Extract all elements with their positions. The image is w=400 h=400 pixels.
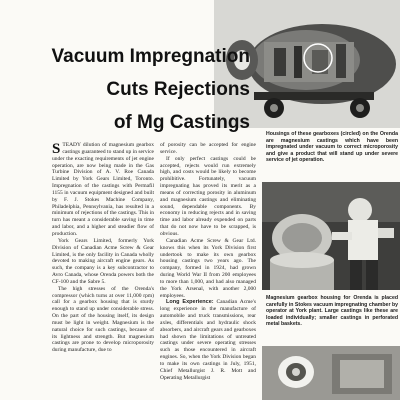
article-column-2 [160, 142, 256, 382]
headline-line-3: of Mg Castings [113, 112, 250, 133]
chamber-photo-caption: Magnesium gearbox housing for Orenda is placed carefully in Stokes vacuum impregnating chamber by operator at York plant. Large castings like these are loaded individually; smaller castings in perforated metal baskets. [266, 295, 398, 328]
engine-photo-caption: Housings of these gearboxes (circled) on the Orenda are magnesium castings which have been impregnated under vacuum to correct microporosity and give a product that will stand up under severe service of jet operation. [266, 131, 398, 164]
article-paragraph: The high stresses of the Orenda's compressor (which turns at over 11,000 rpm) call for a gearbox housing that is sturdy enough to stand up under considerable stress. On the part of the housing itself, its design must be light in weight. Magnesium is the natural choice for such castings, because of its lightness and strength. But magnesium castings are prone to develop microporosity during manufacture, due to [52, 285, 154, 354]
article-paragraph: If only perfect castings could be accepted, rejects would run extremely high, and costs would be likely to become prohibitive. Fortunately, vacuum impregnating has proved its merit as a means of correcting porosity in aluminum and magnesium castings and eliminating sound, dependable components. By economy in reducing rejects and in saving time and labor already expended on parts that do not now have to be scrapped, is obvious. [160, 155, 256, 237]
section-lead-in: Long Experience: [166, 299, 214, 306]
drop-cap: S [52, 141, 61, 157]
article-paragraph: Canadian Acme Screw & Gear Ltd. knows this when its York Division first undertook to make its own gearbox housing castings two years ago. The company, formed in 1924, had grown during World War II from 200 employees to more than 1,000, and had also managed the York Arsenal, with another 2,000 employees. [160, 237, 256, 299]
impregnation-chamber-photo [262, 182, 400, 290]
article-paragraph [52, 142, 154, 238]
article-column-1 [52, 142, 154, 354]
headline-line-2: Cuts Rejections [106, 79, 250, 100]
article-paragraph: York Gears Limited, formerly York Division of Canadian Acme Screw & Gear Limited, is the only facility in Canada wholly devoted to making aircraft engine gears. As such, the company is a key subcontractor to Avro Canada, whose Orenda powers both the CF-100 and the Sabre 5. [52, 237, 154, 285]
casting-photo [262, 346, 400, 400]
article-paragraph-text: Canadian Acme's long experience in the manufacture of automobile and truck transmissions, rear axles, differentials and hydraulic shock absorbers, and aircraft gears and gearboxes had shown the limitations of untreated castings under severe operating stresses such as those encountered in aircraft engines. So, when the York Division began to make its own castings in July, 1951, Chief Metallurgist J. R. Mott and Operating Metallurgist [160, 299, 256, 381]
article-paragraph [160, 299, 256, 381]
article-paragraph-text: TEADY dilution of magnesium gearbox castings guaranteed to stand up in service under the exacting requirements of jet engine operation, are now being made in the Gas Turbine Division of A. V. Roe Canada Limited by York Gears Limited, Toronto. Impregnation of the castings with Permafil 1155 in vacuum equipment designed and built by F. J. Stokes Machine Company, Philadelphia, Pennsylvania, has resulted in a minimum of rejections of the castings. This in turn has meant a considerable saving in time and labor, and a higher and steadier flow of production. [52, 142, 154, 237]
article-paragraph: of porosity can be accepted for engine service. [160, 142, 256, 155]
headline-line-1: Vacuum Impregnation [51, 46, 250, 67]
